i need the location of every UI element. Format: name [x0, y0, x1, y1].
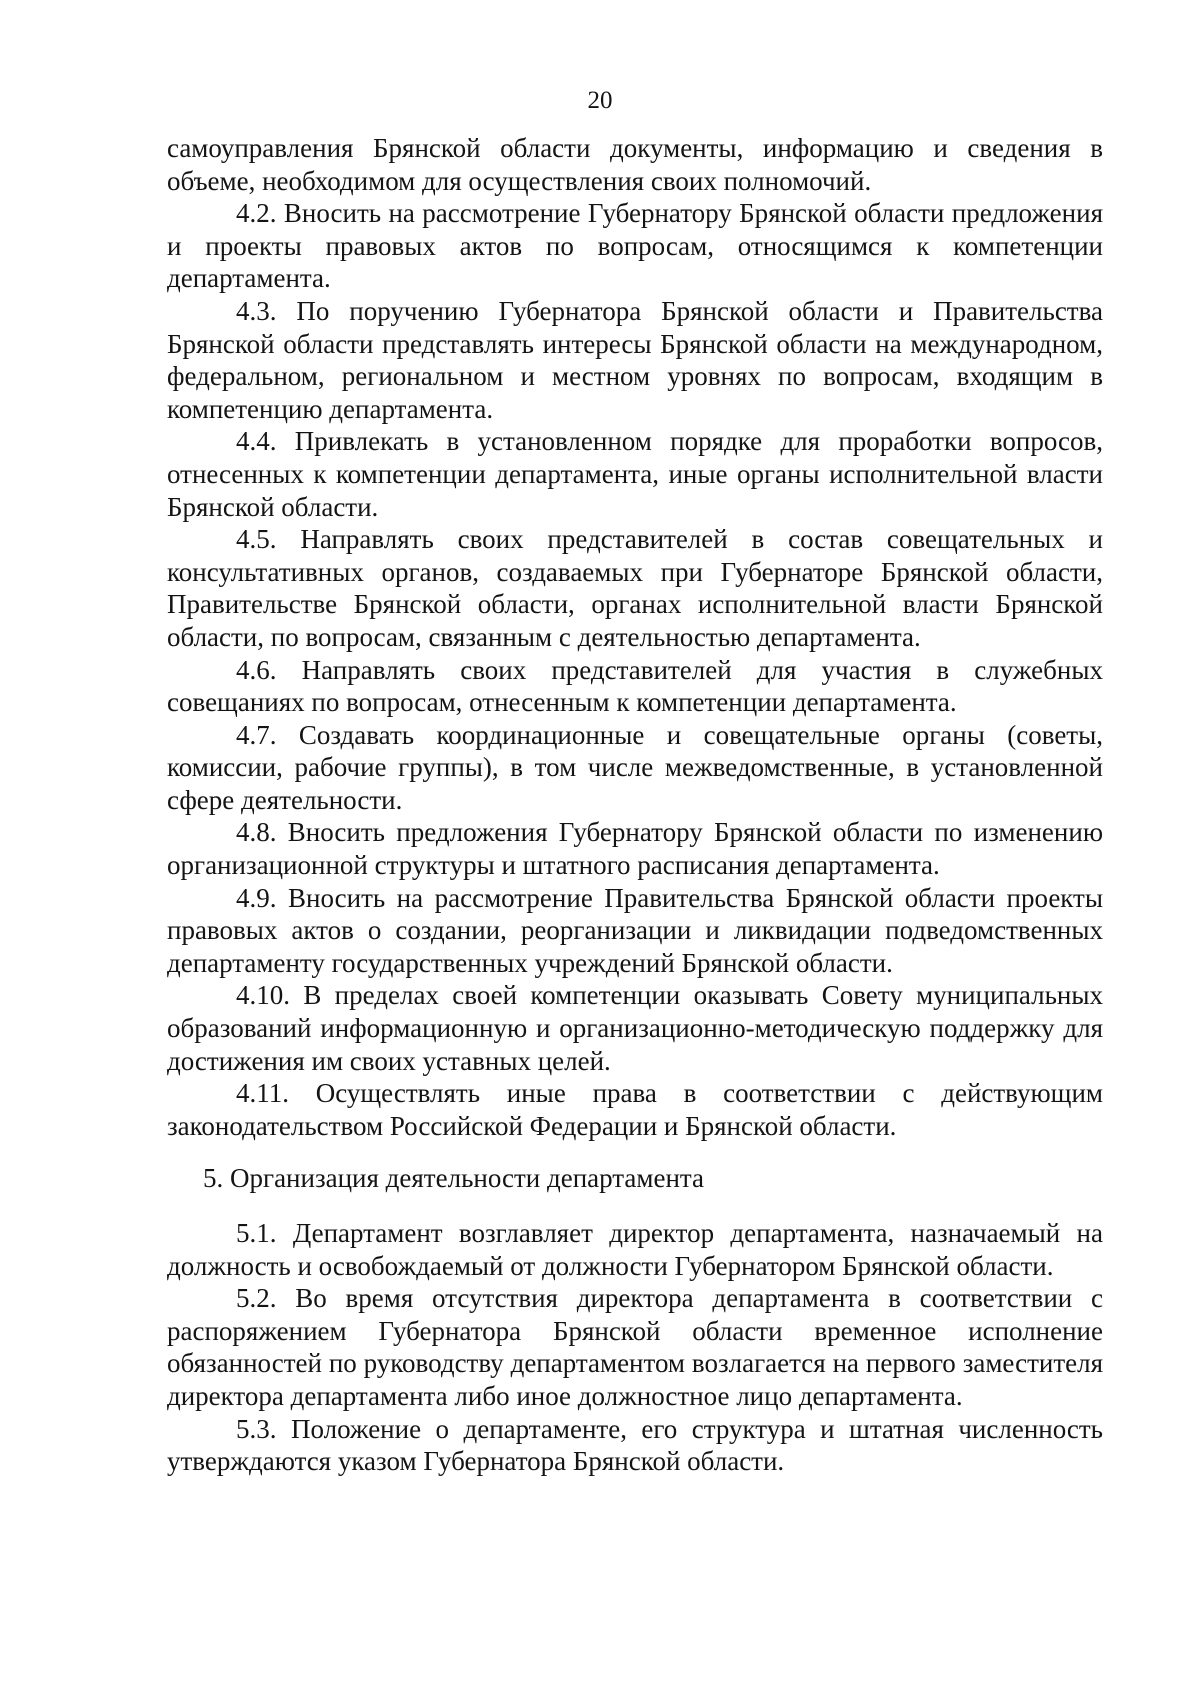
paragraph-4-10: 4.10. В пределах своей компетенции оказывать Совету муниципальных образований информационную и организационно-методическую поддержку для достижения им своих уставных целей.: [167, 980, 1103, 1076]
paragraph-4-7: 4.7. Создавать координационные и совещательные органы (советы, комиссии, рабочие группы), в том числе межведомственные, в установленной сфере деятельности.: [167, 719, 1103, 815]
paragraph-5-1: 5.1. Департамент возглавляет директор департамента, назначаемый на должность и освобождаемый от должности Губернатором Брянской области.: [167, 1218, 1103, 1281]
paragraph-4-9: 4.9. Вносить на рассмотрение Правительства Брянской области проекты правовых актов о создании, реорганизации и ликвидации подведомственных департаменту государственных учреждений Брянской области.: [167, 882, 1103, 978]
paragraph-4-4: 4.4. Привлекать в установленном порядке для проработки вопросов, отнесенных к компетенции департамента, иные органы исполнительной власти Брянской области.: [167, 426, 1103, 522]
paragraph-continuation: самоуправления Брянской области документы, информацию и сведения в объеме, необходимом для осуществления своих полномочий.: [167, 133, 1103, 196]
paragraph-4-2: 4.2. Вносить на рассмотрение Губернатору Брянской области предложения и проекты правовых актов по вопросам, относящимся к компетенции департамента.: [167, 198, 1103, 294]
paragraph-5-2: 5.2. Во время отсутствия директора департамента в соответствии с распоряжением Губернатора Брянской области временное исполнение обязанностей по руководству департаментом возлагается на первого заместителя директора департамента либо иное должностное лицо департамента.: [167, 1283, 1103, 1411]
document-body: [167, 132, 1103, 1478]
paragraph-5-3: 5.3. Положение о департаменте, его структура и штатная численность утверждаются указом Губернатора Брянской области.: [167, 1413, 1103, 1477]
paragraph-4-5: 4.5. Направлять своих представителей в состав совещательных и консультативных органов, создаваемых при Губернаторе Брянской области, Правительстве Брянской области, органах исполнительной власти Брянской области, по вопросам, связанным с деятельностью департамента.: [167, 524, 1103, 652]
page-number: 20: [587, 87, 613, 114]
section-heading: 5. Организация деятельности департамента: [203, 1163, 705, 1194]
paragraph-4-8: 4.8. Вносить предложения Губернатору Брянской области по изменению организационной структуры и штатного расписания департамента.: [167, 817, 1103, 881]
paragraph-4-6: 4.6. Направлять своих представителей для участия в служебных совещаниях по вопросам, отнесенным к компетенции департамента.: [167, 654, 1103, 718]
paragraph-4-11: 4.11. Осуществлять иные права в соответствии с действующим законодательством Российской Федерации и Брянской области.: [167, 1078, 1103, 1141]
paragraph-4-3: 4.3. По поручению Губернатора Брянской области и Правительства Брянской области представлять интересы Брянской области на международном, федеральном, региональном и местном уровнях по вопросам, входящим в компетенцию департамента.: [167, 295, 1103, 424]
